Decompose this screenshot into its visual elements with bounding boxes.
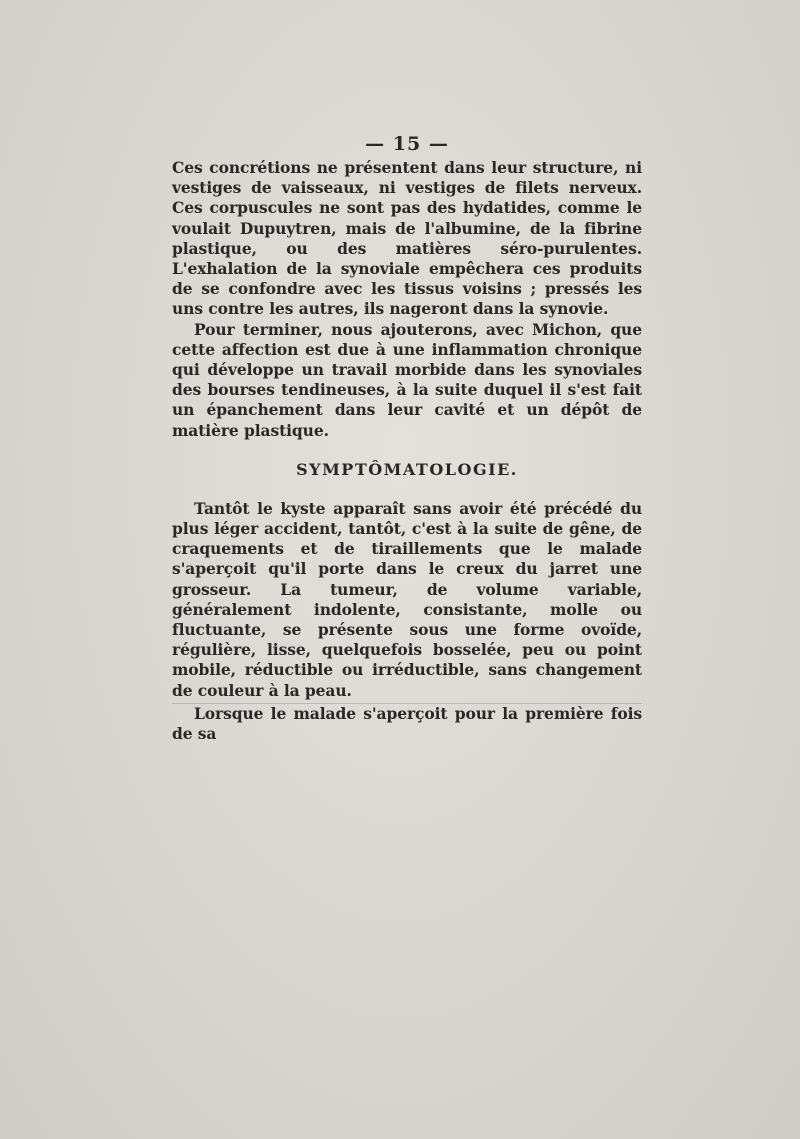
paragraph-2: Pour terminer, nous ajouterons, avec Michon, que cette affection est due à une inflammation chronique qui développe un travail morbide dans les synoviales des bourses tendineuses, à la suite duquel il s'est fait un épanchement dans leur cavité et un dépôt de matière plastique. (172, 319, 642, 440)
section-heading: SYMPTÔMATOLOGIE. (296, 459, 518, 479)
page-number: — 15 — (365, 133, 449, 155)
paragraph-4-start: Lorsque le malade s'aperçoit pour la première fois de sa (172, 703, 642, 744)
text-block (172, 132, 642, 744)
paragraph-1: Ces concrétions ne présentent dans leur structure, ni vestiges de vaisseaux, ni vestiges de filets nerveux. Ces corpuscules ne sont pas des hydatides, comme le voulait Dupuytren, mais de l'albumine, de la fibrine plastique, ou des matières séro-purulentes. L'exhalation de la synoviale empêchera ces produits de se confondre avec les tissus voisins ; pressés les uns contre les autres, ils nageront dans la synovie. (172, 158, 642, 319)
paragraph-3: Tantôt le kyste apparaît sans avoir été précédé du plus léger accident, tantôt, c'est à la suite de gêne, de craquements et de tiraillements que le malade s'aperçoit qu'il porte dans le creux du jarret une grosseur. La tumeur, de volume variable, généralement indolente, consistante, molle ou fluctuante, se présente sous une forme ovoïde, régulière, lisse, quelquefois bosselée, peu ou point mobile, réductible ou irréductible, sans changement de couleur à la peau. (172, 498, 642, 700)
